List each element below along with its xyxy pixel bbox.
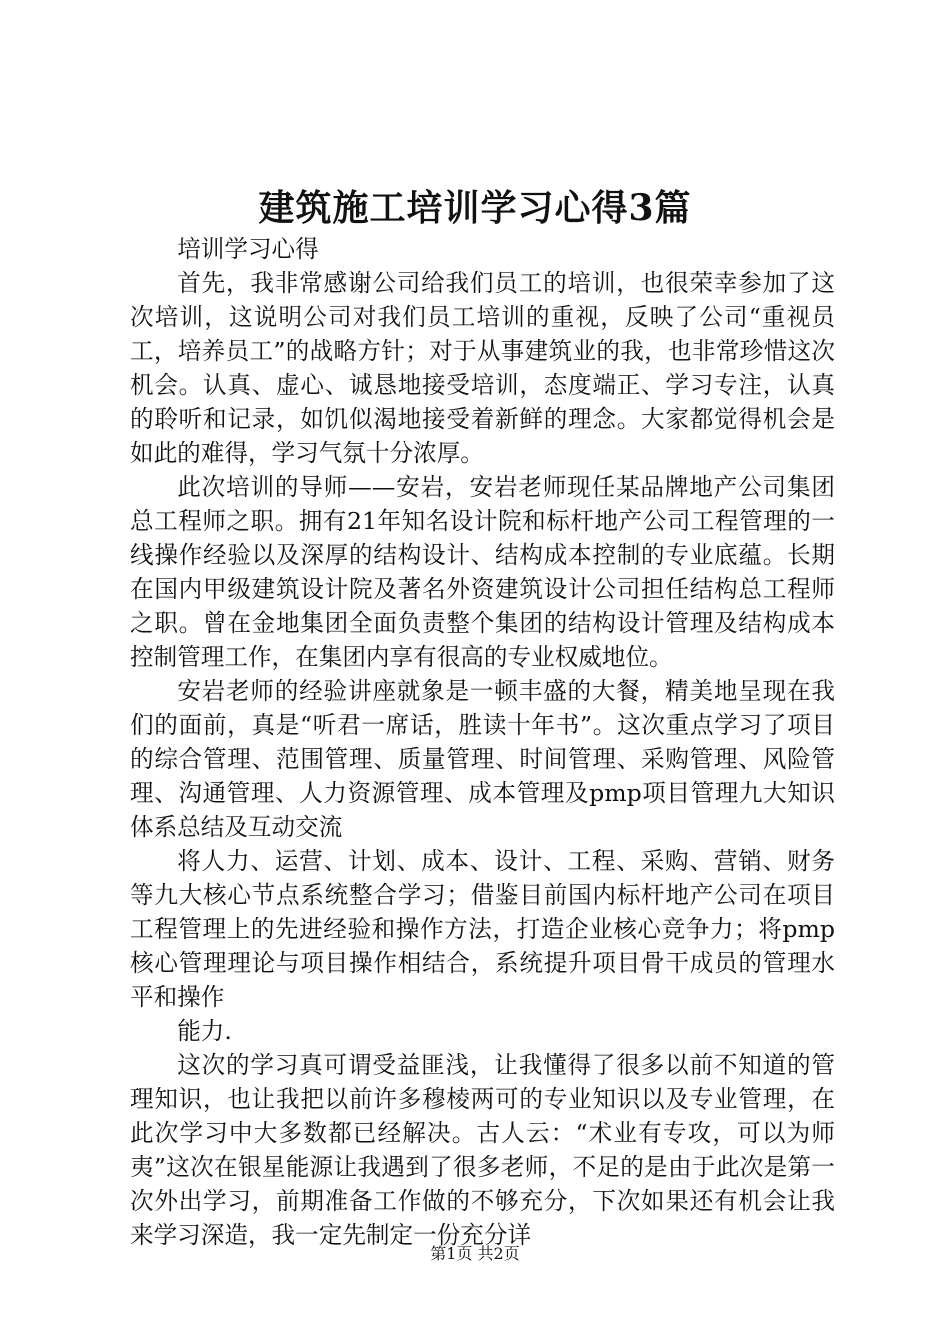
paragraph: 将人力、运营、计划、成本、设计、工程、采购、营销、财务等九大核心节点系统整合学习；借鉴目前国内标杆地产公司在项目工程管理上的先进经验和操作方法，打造企业核心竞争力；将pmp核心管理理论与项目操作相结合，系统提升项目骨干成员的管理水平和操作: [130, 847, 835, 1011]
document-body: [130, 232, 835, 1252]
paragraph: 这次的学习真可谓受益匪浅，让我懂得了很多以前不知道的管理知识，也让我把以前许多穆棱两可的专业知识以及专业管理，在此次学习中大多数都已经解决。古人云：“术业有专攻，可以为师夷”这次在银星能源让我遇到了很多老师，不足的是由于此次是第一次外出学习，前期准备工作做的不够充分，下次如果还有机会让我来学习深造，我一定先制定一份充分详: [130, 1051, 835, 1249]
paragraph: 安岩老师的经验讲座就象是一顿丰盛的大餐，精美地呈现在我们的面前，真是“听君一席话，胜读十年书”。这次重点学习了项目的综合管理、范围管理、质量管理、时间管理、采购管理、风险管理、沟通管理、人力资源管理、成本管理及pmp项目管理九大知识体系总结及互动交流: [130, 677, 835, 841]
page-footer: 第1页 共2页: [430, 1244, 520, 1263]
paragraph-subtitle: 培训学习心得: [177, 235, 319, 263]
document-title: 建筑施工培训学习心得3篇: [258, 187, 692, 229]
paragraph: 能力.: [177, 1017, 232, 1045]
paragraph: 此次培训的导师——安岩，安岩老师现任某品牌地产公司集团总工程师之职。拥有21年知名设计院和标杆地产公司工程管理的一线操作经验以及深厚的结构设计、结构成本控制的专业底蕴。长期在国内甲级建筑设计院及著名外资建筑设计公司担任结构总工程师之职。曾在金地集团全面负责整个集团的结构设计管理及结构成本控制管理工作，在集团内享有很高的专业权威地位。: [130, 473, 835, 671]
paragraph: 首先，我非常感谢公司给我们员工的培训，也很荣幸参加了这次培训，这说明公司对我们员工培训的重视，反映了公司“重视员工，培养员工”的战略方针；对于从事建筑业的我，也非常珍惜这次机会。认真、虚心、诚恳地接受培训，态度端正、学习专注，认真的聆听和记录，如饥似渴地接受着新鲜的理念。大家都觉得机会是如此的难得，学习气氛十分浓厚。: [130, 269, 835, 467]
